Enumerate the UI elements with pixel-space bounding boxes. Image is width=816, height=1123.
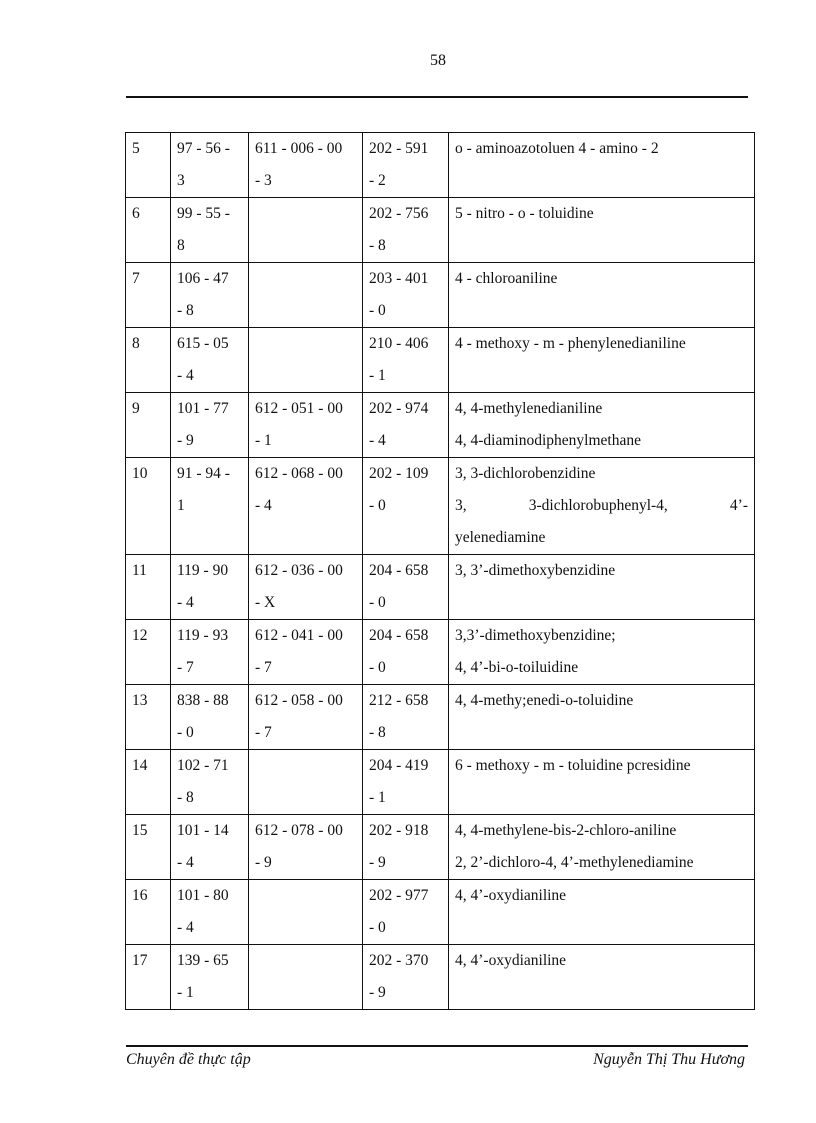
cell-line: - 4 <box>177 594 194 611</box>
cell-index-number <box>249 815 363 880</box>
cell-chemical-name <box>449 263 755 328</box>
cell-index-number <box>249 555 363 620</box>
chemical-name-line: 4, 4’-oxydianiline <box>455 952 567 969</box>
cell-chemical-name <box>449 328 755 393</box>
cell-line: - 9 <box>369 854 386 871</box>
cell-line: 612 - 068 - 00 <box>255 465 343 482</box>
table-row <box>126 880 755 945</box>
chemical-name-line: 4 - chloroaniline <box>455 270 558 287</box>
cell-index-number <box>249 620 363 685</box>
cell-cas-number <box>171 133 249 198</box>
cell-line: - 1 <box>177 984 194 1001</box>
cell-chemical-name <box>449 685 755 750</box>
cell-line: - 4 <box>177 854 194 871</box>
cell-line: 838 - 88 <box>177 692 229 709</box>
cell-line: 202 - 977 <box>369 887 429 904</box>
chemical-name-line: 6 - methoxy - m - toluidine pcresidine <box>455 757 691 774</box>
cell-line: 97 - 56 - <box>177 140 230 157</box>
cell-line: - 4 <box>255 497 272 514</box>
cell-cas-number <box>171 685 249 750</box>
chemical-name-line: 3, 3-dichlorobenzidine <box>455 465 596 482</box>
cell-line: - 0 <box>369 594 386 611</box>
cell-ec-number <box>363 555 449 620</box>
cell-line: 139 - 65 <box>177 952 229 969</box>
cell-cas-number <box>171 555 249 620</box>
page-number: 58 <box>430 52 446 69</box>
cell-line: - 8 <box>177 302 194 319</box>
cell-line: 102 - 71 <box>177 757 229 774</box>
cell-number: 8 <box>126 328 171 393</box>
cell-line: - 8 <box>369 724 386 741</box>
cell-line: - 3 <box>255 172 272 189</box>
chemical-name-line: 2, 2’-dichloro-4, 4’-methylenediamine <box>455 854 694 871</box>
cell-index-number <box>249 198 363 263</box>
cell-ec-number <box>363 458 449 555</box>
table-row <box>126 133 755 198</box>
chemical-name-line: o - aminoazotoluen 4 - amino - 2 <box>455 140 659 157</box>
cell-line: 91 - 94 - <box>177 465 230 482</box>
chemical-name-line: yelenediamine <box>455 529 546 546</box>
cell-line: 8 <box>177 237 185 254</box>
cell-line: 101 - 77 <box>177 400 229 417</box>
cell-line: - 1 <box>255 432 272 449</box>
cell-cas-number <box>171 945 249 1010</box>
cell-number: 13 <box>126 685 171 750</box>
cell-number: 11 <box>126 555 171 620</box>
cell-line: - 7 <box>255 724 272 741</box>
chemical-name-line: 5 - nitro - o - toluidine <box>455 205 594 222</box>
cell-chemical-name <box>449 555 755 620</box>
cell-line: - 9 <box>369 984 386 1001</box>
table-row <box>126 620 755 685</box>
cell-line: - 0 <box>369 659 386 676</box>
cell-index-number <box>249 945 363 1010</box>
cell-line: - 1 <box>369 789 386 806</box>
cell-line: - 4 <box>177 919 194 936</box>
cell-cas-number <box>171 393 249 458</box>
cell-line: 204 - 658 <box>369 627 429 644</box>
chemical-name-line: 3, 3-dichlorobuphenyl-4, 4’- <box>455 497 748 514</box>
cell-line: - 9 <box>177 432 194 449</box>
cell-chemical-name <box>449 815 755 880</box>
chemical-name-line: 4, 4-methylenedianiline <box>455 400 603 417</box>
cell-chemical-name <box>449 620 755 685</box>
cell-line: 612 - 051 - 00 <box>255 400 343 417</box>
table-row <box>126 750 755 815</box>
cell-line: 612 - 078 - 00 <box>255 822 343 839</box>
cell-line: - 4 <box>177 367 194 384</box>
cell-cas-number <box>171 328 249 393</box>
chemical-name-line: 3, 3’-dimethoxybenzidine <box>455 562 616 579</box>
table-row <box>126 328 755 393</box>
cell-index-number <box>249 685 363 750</box>
cell-cas-number <box>171 458 249 555</box>
table-row <box>126 685 755 750</box>
table-row <box>126 393 755 458</box>
cell-line: - 7 <box>177 659 194 676</box>
cell-chemical-name <box>449 945 755 1010</box>
cell-line: 119 - 90 <box>177 562 229 579</box>
chemical-name-line: 4 - methoxy - m - phenylenedianiline <box>455 335 686 352</box>
cell-cas-number <box>171 198 249 263</box>
cell-cas-number <box>171 880 249 945</box>
table-row <box>126 815 755 880</box>
cell-number: 9 <box>126 393 171 458</box>
cell-line: 101 - 14 <box>177 822 229 839</box>
cell-line: - 0 <box>369 919 386 936</box>
cell-line: 106 - 47 <box>177 270 229 287</box>
chemical-name-line: 4, 4’-oxydianiline <box>455 887 567 904</box>
chemical-table <box>125 132 755 1010</box>
cell-line: 611 - 006 - 00 <box>255 140 343 157</box>
cell-ec-number <box>363 815 449 880</box>
cell-chemical-name <box>449 198 755 263</box>
cell-chemical-name <box>449 393 755 458</box>
cell-line: 210 - 406 <box>369 335 429 352</box>
cell-line: - 8 <box>369 237 386 254</box>
cell-line: 202 - 370 <box>369 952 429 969</box>
cell-number: 15 <box>126 815 171 880</box>
cell-line: - 2 <box>369 172 386 189</box>
table-row <box>126 555 755 620</box>
cell-line: 204 - 658 <box>369 562 429 579</box>
cell-line: 615 - 05 <box>177 335 229 352</box>
cell-line: - 0 <box>369 302 386 319</box>
cell-line: 203 - 401 <box>369 270 429 287</box>
cell-line: - 0 <box>177 724 194 741</box>
cell-ec-number <box>363 620 449 685</box>
cell-chemical-name <box>449 750 755 815</box>
footer-author: Nguyễn Thị Thu Hương <box>593 1051 745 1068</box>
cell-ec-number <box>363 198 449 263</box>
cell-line: - X <box>255 594 276 611</box>
cell-line: 202 - 918 <box>369 822 429 839</box>
cell-ec-number <box>363 328 449 393</box>
chemical-name-line: 4, 4-methylene-bis-2-chloro-aniline <box>455 822 677 839</box>
cell-number: 14 <box>126 750 171 815</box>
cell-line: 612 - 036 - 00 <box>255 562 343 579</box>
footer-rule <box>126 1045 748 1047</box>
cell-line: - 7 <box>255 659 272 676</box>
cell-number: 17 <box>126 945 171 1010</box>
cell-ec-number <box>363 880 449 945</box>
cell-index-number <box>249 328 363 393</box>
cell-chemical-name <box>449 880 755 945</box>
footer-title: Chuyên đề thực tập <box>126 1051 251 1068</box>
cell-number: 6 <box>126 198 171 263</box>
cell-index-number <box>249 393 363 458</box>
cell-line: 1 <box>177 497 185 514</box>
cell-line: 202 - 109 <box>369 465 429 482</box>
cell-ec-number <box>363 945 449 1010</box>
cell-line: - 1 <box>369 367 386 384</box>
cell-ec-number <box>363 263 449 328</box>
cell-ec-number <box>363 133 449 198</box>
cell-line: 119 - 93 <box>177 627 229 644</box>
cell-ec-number <box>363 393 449 458</box>
cell-line: 202 - 591 <box>369 140 429 157</box>
cell-line: 3 <box>177 172 185 189</box>
cell-ec-number <box>363 750 449 815</box>
chemical-name-line: 4, 4-diaminodiphenylmethane <box>455 432 641 449</box>
cell-line: - 8 <box>177 789 194 806</box>
cell-line: 204 - 419 <box>369 757 429 774</box>
cell-number: 10 <box>126 458 171 555</box>
cell-chemical-name <box>449 458 755 555</box>
cell-line: 612 - 041 - 00 <box>255 627 343 644</box>
cell-line: 202 - 974 <box>369 400 429 417</box>
cell-cas-number <box>171 620 249 685</box>
cell-number: 7 <box>126 263 171 328</box>
cell-ec-number <box>363 685 449 750</box>
header-rule <box>126 96 748 98</box>
cell-line: 212 - 658 <box>369 692 429 709</box>
cell-number: 16 <box>126 880 171 945</box>
cell-line: 202 - 756 <box>369 205 429 222</box>
cell-line: - 9 <box>255 854 272 871</box>
chemical-name-line: 4, 4-methy;enedi-o-toluidine <box>455 692 634 709</box>
cell-index-number <box>249 458 363 555</box>
cell-index-number <box>249 750 363 815</box>
cell-chemical-name <box>449 133 755 198</box>
cell-line: 99 - 55 - <box>177 205 230 222</box>
cell-cas-number <box>171 815 249 880</box>
cell-index-number <box>249 880 363 945</box>
chemical-name-line: 3,3’-dimethoxybenzidine; <box>455 627 616 644</box>
cell-cas-number <box>171 263 249 328</box>
cell-number: 5 <box>126 133 171 198</box>
cell-line: - 4 <box>369 432 386 449</box>
table-row <box>126 263 755 328</box>
cell-line: - 0 <box>369 497 386 514</box>
chemical-name-line: 4, 4’-bi-o-toiluidine <box>455 659 579 676</box>
table-row <box>126 198 755 263</box>
chemical-table-body <box>126 133 755 1010</box>
cell-cas-number <box>171 750 249 815</box>
table-row <box>126 458 755 555</box>
cell-number: 12 <box>126 620 171 685</box>
cell-index-number <box>249 263 363 328</box>
table-row <box>126 945 755 1010</box>
cell-index-number <box>249 133 363 198</box>
cell-line: 612 - 058 - 00 <box>255 692 343 709</box>
cell-line: 101 - 80 <box>177 887 229 904</box>
